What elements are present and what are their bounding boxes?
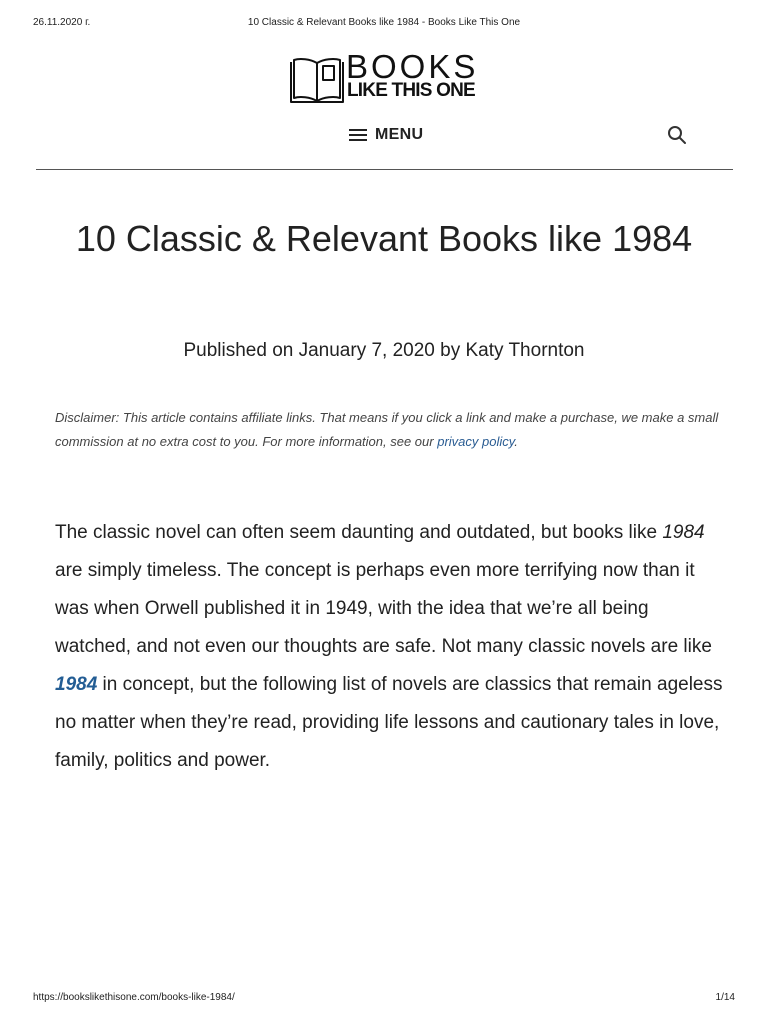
- main-nav: [0, 120, 768, 150]
- print-header: [0, 17, 768, 31]
- site-logo[interactable]: [290, 48, 490, 104]
- header-divider: [36, 169, 733, 170]
- print-page-title: 10 Classic & Relevant Books like 1984 - Books Like This One: [247, 17, 521, 28]
- article-byline: Published on January 7, 2020 by Katy Thornton: [183, 340, 585, 361]
- intro-text-1: The classic novel can often seem daunting and outdated, but books like: [55, 522, 663, 543]
- disclaimer-end: .: [514, 434, 518, 449]
- book-1984-link[interactable]: 1984: [55, 674, 98, 695]
- intro-book-title: 1984: [662, 522, 705, 543]
- hamburger-icon: [349, 128, 367, 142]
- print-date: 26.11.2020 г.: [33, 17, 91, 28]
- open-book-icon: [290, 54, 344, 104]
- logo-text-books: BOOKS: [346, 48, 479, 85]
- intro-paragraph: [55, 514, 725, 780]
- intro-text-2: are simply timeless. The concept is perhaps even more terrifying now than it was when Orwell published it in 1949, with the idea that we’re all being watched, and not even our thoughts are safe. Not many classic novels are like: [55, 560, 712, 657]
- disclaimer-text: Disclaimer: This article contains affiliate links. That means if you click a link and make a purchase, we make a small commission at no extra cost to you. For more information, see our: [55, 410, 719, 449]
- article-title: 10 Classic & Relevant Books like 1984: [75, 218, 693, 259]
- menu-button[interactable]: [349, 124, 423, 146]
- menu-label: MENU: [375, 126, 424, 143]
- privacy-policy-link[interactable]: privacy policy: [437, 434, 515, 449]
- affiliate-disclaimer: [55, 406, 725, 454]
- print-url: https://bookslikethisone.com/books-like-1984/: [33, 992, 235, 1003]
- search-icon[interactable]: [667, 125, 687, 145]
- logo-text-like-this-one: LIKE THIS ONE: [347, 80, 475, 101]
- print-footer: [0, 992, 768, 1006]
- intro-text-3: in concept, but the following list of novels are classics that remain ageless no matter when they’re read, providing life lessons and cautionary tales in love, family, politics and power.: [55, 674, 723, 771]
- print-page-number: 1/14: [715, 992, 735, 1003]
